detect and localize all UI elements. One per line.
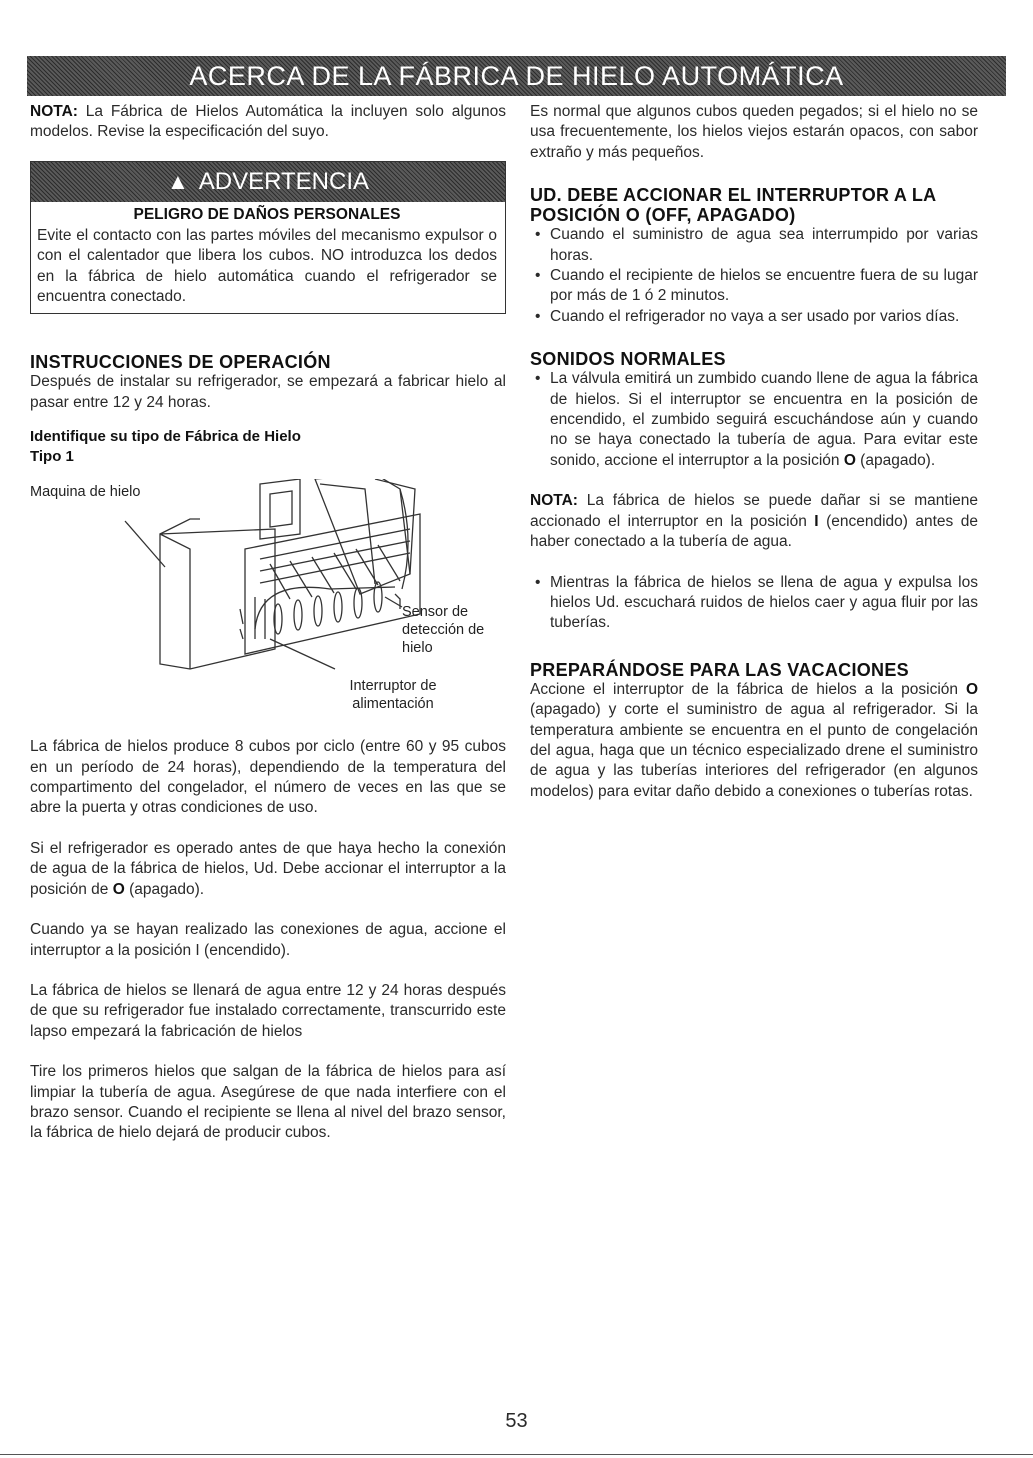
paragraph-first-ice: Tire los primeros hielos que salgan de la fábrica de hielos para así limpiar la tubería de agua. Asegúrese de que nada interfiere con el brazo sensor. Cuando el recipiente se llena al nivel del brazo sensor, la fábrica de hielo dejará de producir cubos. — [30, 1063, 506, 1142]
warning-subtitle: PELIGRO DE DAÑOS PERSONALES — [133, 205, 401, 223]
warning-text: Evite el contacto con las partes móviles del mecanismo expulsor o con el calentador que libera los cubos. NO introduzca los dedos en la fábrica de hielo automática cuando el refrigerador se encuentra conectado. — [37, 226, 497, 306]
paragraph-fill-time: La fábrica de hielos se llenará de agua entre 12 y 24 horas después de que su refrigerador fue instalado correctamente, transcurrido este lapso empezará la fabricación de hielos — [30, 981, 506, 1040]
off-list — [530, 225, 978, 327]
warning-triangle-icon: ▲ — [166, 168, 189, 194]
note-text: La Fábrica de Hielos Automática la incluyen solo algunos modelos. Revise la especificación del suyo. — [30, 103, 506, 141]
note-label: NOTA: — [30, 103, 78, 120]
warning-title: ADVERTENCIA — [198, 167, 370, 195]
warning-body — [31, 202, 505, 314]
vacation-paragraph — [530, 680, 978, 802]
off-symbol: O — [112, 880, 125, 898]
off-symbol: O — [965, 680, 978, 698]
sounds-list-2 — [530, 573, 978, 634]
left-column — [30, 102, 506, 1144]
operated-after-text: (apagado). — [124, 880, 205, 898]
warning-header — [31, 162, 505, 202]
label-power-switch: Interruptor de alimentación — [349, 678, 437, 713]
vacation-text-end: (apagado) y corte el suministro de agua al refrigerador. Si la temperatura ambiente se encuentra en el punto de congelación del agua, haga que un técnico especializado drene el suministro de agua y las tuberías interiores del refrigerador (en algunos modelos) para evitar daño debido a conexiones o tuberías rotas. — [530, 701, 978, 800]
bottom-rule — [0, 1454, 1033, 1455]
paragraph-connections: Cuando ya se hayan realizado las conexiones de agua, accione el interruptor a la posición I (encendido). — [30, 921, 506, 959]
page-number: 53 — [505, 1410, 528, 1432]
type-heading: Tipo 1 — [30, 448, 74, 466]
identify-heading: Identifique su tipo de Fábrica de Hielo — [30, 428, 301, 446]
off-heading: UD. DEBE ACCIONAR EL INTERRUPTOR A LA POSICIÓN O (OFF, APAGADO) — [530, 185, 936, 226]
note-damage-text: La fábrica de hielos se puede dañar si se mantiene accionado el interruptor en la posición — [530, 492, 978, 530]
note-label: NOTA: — [530, 492, 578, 510]
warning-box — [30, 161, 506, 315]
list-item: • Cuando el refrigerador no vaya a ser usado por varios días. — [530, 307, 978, 327]
right-column — [530, 102, 978, 802]
sounds-heading: SONIDOS NORMALES — [530, 349, 726, 370]
instructions-text: Después de instalar su refrigerador, se empezará a fabricar hielo al pasar entre 12 y 24 horas. — [30, 373, 506, 411]
list-item: • Cuando el suministro de agua sea interrumpido por varias horas. — [530, 225, 978, 266]
list-item — [530, 369, 978, 471]
section-banner — [27, 56, 1006, 96]
vacation-heading: PREPARÁNDOSE PARA LAS VACACIONES — [530, 659, 909, 680]
paragraph-operated-before — [30, 839, 506, 900]
intro-paragraph: Es normal que algunos cubos queden pegados; si el hielo no se usa frecuentemente, los hielos viejos estarán opacos, con sabor extraño y más pequeños. — [530, 103, 978, 161]
off-symbol: O — [843, 451, 856, 469]
paragraph-production: La fábrica de hielos produce 8 cubos por ciclo (entre 60 y 95 cubos en un período de 24 horas), dependiendo de la temperatura del compartimento del congelador, el número de veces en las que se abre la puerta y otras condiciones de uso. — [30, 738, 506, 817]
on-symbol: I — [814, 512, 819, 530]
sound-text: La válvula emitirá un zumbido cuando llene de agua la fábrica de hielos. Si el interruptor se encuentra en la posición de encendido, el zumbido seguirá escuchándose aún y cuando no se haya conectado la tubería de agua. Para evitar este sonido, accione el interruptor a la posición — [550, 370, 978, 469]
instructions-heading: INSTRUCCIONES DE OPERACIÓN — [30, 352, 331, 373]
vacation-text: Accione el interruptor de la fábrica de hielos a la posición — [530, 680, 966, 698]
note-damage-text-end: (encendido) antes de haber conectado a la tubería de agua. — [530, 512, 978, 551]
note-paragraph — [30, 102, 506, 143]
ice-maker-diagram — [30, 479, 506, 724]
sound-text-end: (apagado). — [855, 451, 936, 469]
label-ice-sensor: Sensor de detección de hielo — [402, 604, 485, 657]
banner-title: ACERCA DE LA FÁBRICA DE HIELO AUTOMÁTICA — [189, 60, 844, 91]
note-damage-paragraph — [530, 491, 978, 552]
operated-before-text: Si el refrigerador es operado antes de que haya hecho la conexión de agua de la fábrica de hielos, Ud. Debe accionar el interruptor a la posición de — [30, 839, 506, 898]
list-item: • Mientras la fábrica de hielos se llena de agua y expulsa los hielos Ud. escuchará ruidos de hielos caer y agua fluir por las tuberías. — [530, 573, 978, 634]
sounds-list — [530, 369, 978, 471]
label-ice-machine: Maquina de hielo — [30, 484, 141, 501]
list-item: • Cuando el recipiente de hielos se encuentre fuera de su lugar por más de 1 ó 2 minutos. — [530, 266, 978, 307]
